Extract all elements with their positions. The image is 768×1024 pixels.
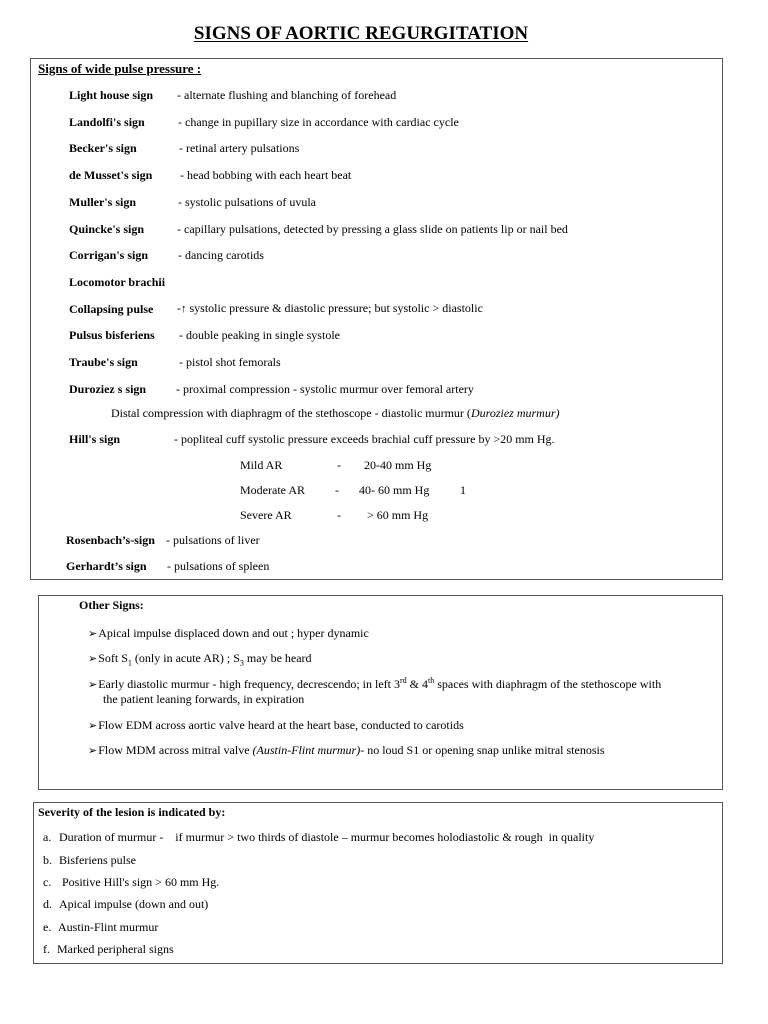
list-item: Positive Hill's sign > 60 mm Hg. — [59, 875, 220, 889]
sign-desc: - double peaking in single systole — [179, 328, 340, 342]
list-item-marker: a. — [43, 830, 52, 844]
sign-name: Locomotor brachii — [69, 275, 166, 289]
list-item: ➢Early diastolic murmur - high frequency, decrescendo; in left 3rd & 4th spaces with diaphragm of the stethoscope with — [88, 676, 662, 691]
sign-desc: - popliteal cuff systolic pressure exceeds brachial cuff pressure by >20 mm Hg. — [174, 432, 555, 446]
hill-grade-dash: - — [335, 483, 339, 497]
sign-name: Traube's sign — [69, 355, 138, 369]
sign-name: Muller's sign — [69, 195, 137, 209]
arrow-bullet-icon: ➢ — [88, 628, 98, 640]
sign-name: Pulsus bisferiens — [69, 328, 155, 342]
hill-grade-value: > 60 mm Hg — [367, 508, 429, 522]
page-title: SIGNS OF AORTIC REGURGITATION — [193, 23, 529, 44]
list-item: Apical impulse (down and out) — [59, 897, 209, 911]
sign-name: Quincke's sign — [69, 222, 145, 236]
hill-grade-dash: - — [337, 458, 341, 472]
duroziez-distal-note: Distal compression with diaphragm of the stethoscope - diastolic murmur (Duroziez murmur) — [111, 406, 560, 420]
list-item: ➢Soft $S_1$ (only in acute AR) ; $S_3$ may be heard — [88, 651, 312, 668]
list-item-marker: f. — [43, 942, 50, 956]
list-item-continuation: the patient leaning forwards, in expiration — [103, 692, 305, 706]
list-item-marker: c. — [43, 875, 52, 889]
list-item: ➢Apical impulse displaced down and out ; hyper dynamic — [88, 626, 369, 640]
list-item: ➢Flow EDM across aortic valve heard at the heart base, conducted to carotids — [88, 718, 464, 732]
hill-grade-label: Moderate AR — [240, 483, 305, 497]
sign-name: de Musset's sign — [69, 168, 153, 182]
list-item-marker: d. — [43, 897, 52, 911]
list-item: Austin-Flint murmur — [58, 920, 159, 934]
wide-pulse-heading: Signs of wide pulse pressure : — [38, 61, 202, 76]
sign-name: Becker's sign — [69, 141, 137, 155]
hill-grade-value: 40- 60 mm Hg — [359, 483, 430, 497]
list-item: Marked peripheral signs — [57, 942, 174, 956]
sign-desc: - pulsations of spleen — [167, 559, 270, 573]
severity-heading: Severity of the lesion is indicated by: — [38, 805, 226, 819]
sign-desc: - pulsations of liver — [166, 533, 260, 547]
hill-grade-value: 20-40 mm Hg — [364, 458, 432, 472]
sign-desc: - proximal compression - systolic murmur over femoral artery — [176, 382, 474, 396]
list-item-marker: e. — [43, 920, 52, 934]
sign-name: Light house sign — [69, 88, 154, 102]
sign-name: Rosenbach’s-sign — [66, 533, 155, 547]
list-item: Duration of murmur - if murmur > two thirds of diastole – murmur becomes holodiastolic & rough in quality — [59, 830, 595, 844]
sign-desc: - head bobbing with each heart beat — [180, 168, 352, 182]
sign-name: Collapsing pulse — [69, 302, 154, 316]
sign-name: Gerhardt’s sign — [66, 559, 147, 573]
sign-desc: - retinal artery pulsations — [179, 141, 300, 155]
arrow-bullet-icon: ➢ — [88, 720, 98, 732]
arrow-bullet-icon: ➢ — [88, 679, 98, 691]
up-arrow-icon: ↑ — [181, 303, 187, 315]
arrow-bullet-icon: ➢ — [88, 653, 98, 665]
hill-grade-extra: 1 — [460, 483, 466, 497]
other-signs-heading: Other Signs: — [79, 598, 144, 612]
sign-desc: - change in pupillary size in accordance with cardiac cycle — [178, 115, 459, 129]
sign-desc: - dancing carotids — [178, 248, 264, 262]
sign-name: Hill's sign — [69, 432, 121, 446]
sign-name: Landolfi's sign — [69, 115, 145, 129]
sign-desc: - pistol shot femorals — [179, 355, 281, 369]
sign-name: Corrigan's sign — [69, 248, 149, 262]
hill-grade-dash: - — [337, 508, 341, 522]
list-item-marker: b. — [43, 853, 52, 867]
sign-desc: - capillary pulsations, detected by pressing a glass slide on patients lip or nail bed — [177, 222, 568, 236]
list-item: Bisferiens pulse — [59, 853, 136, 867]
sign-desc: - systolic pulsations of uvula — [178, 195, 316, 209]
list-item: ➢Flow MDM across mitral valve (Austin-Flint murmur)- no loud S1 or opening snap unlike mitral stenosis — [88, 743, 605, 757]
sign-desc: - alternate flushing and blanching of forehead — [177, 88, 397, 102]
arrow-bullet-icon: ➢ — [88, 745, 98, 757]
sign-name: Duroziez s sign — [69, 382, 147, 396]
hill-grade-label: Severe AR — [240, 508, 292, 522]
sign-desc: -↑ systolic pressure & diastolic pressure; but systolic > diastolic — [177, 301, 483, 315]
hill-grade-label: Mild AR — [240, 458, 283, 472]
wide-pulse-pressure-box — [30, 58, 723, 580]
